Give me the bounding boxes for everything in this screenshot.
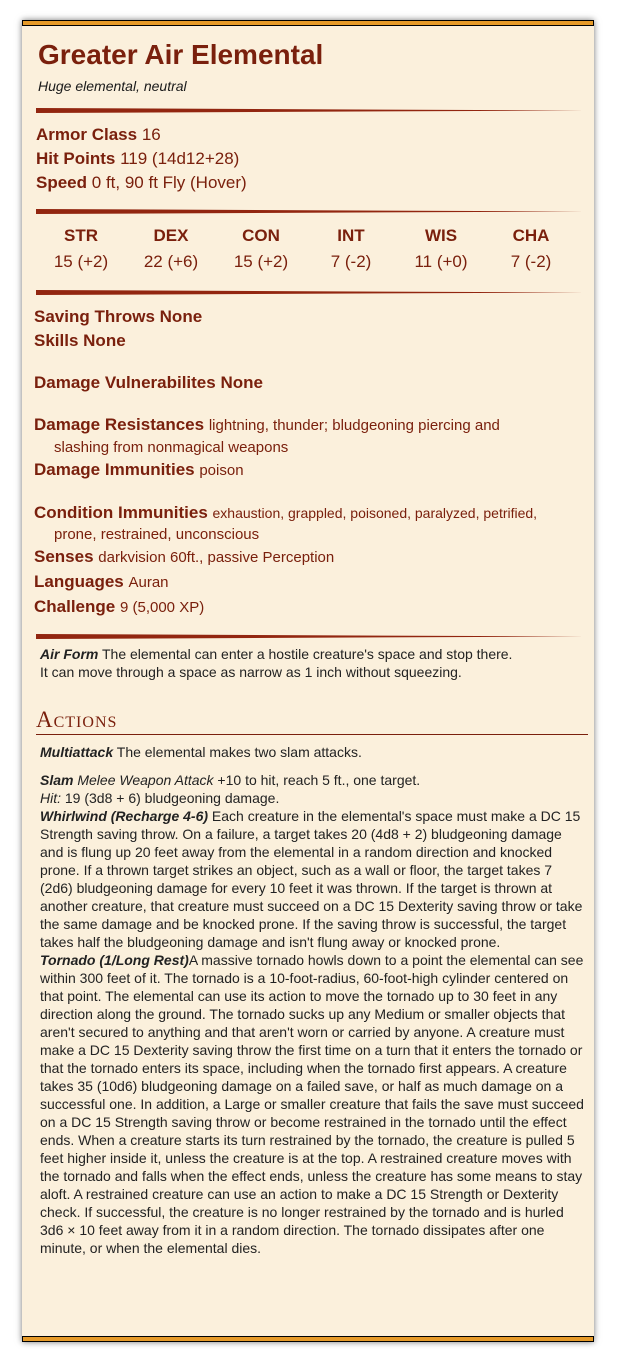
hit-label: Hit:: [40, 790, 61, 806]
ability-scores: [36, 224, 588, 276]
trait-text-line2: It can move through a space as narrow as 1 inch without squeezing.: [40, 664, 462, 680]
speed: [36, 171, 588, 195]
ability-con: [216, 224, 306, 276]
senses: [34, 545, 588, 570]
challenge-value: 9 (5,000 XP): [119, 599, 205, 616]
speed-value: 0 ft, 90 ft Fly (Hover): [91, 173, 247, 192]
ability-int: [306, 224, 396, 276]
ability-name: CON: [242, 226, 280, 245]
top-bar: [22, 20, 594, 26]
saving-throws-label: Saving Throws: [34, 307, 155, 326]
condition-immunities-value: exhaustion, grappled, poisoned, paralyzed, petrified,: [212, 505, 538, 521]
vulnerabilities-label: Damage Vulnerabilites: [34, 373, 216, 392]
resistances-value: lightning, thunder; bludgeoning piercing and: [208, 417, 500, 434]
spacer: [32, 483, 588, 501]
spacer: [32, 395, 588, 413]
ability-name: CHA: [512, 226, 550, 245]
damage-immunities: [34, 458, 588, 483]
hit-points-value: 119 (14d12+28): [120, 149, 240, 168]
armor-class: [36, 123, 588, 147]
ability-str: [36, 224, 126, 276]
languages: [34, 570, 588, 595]
action-multiattack: [40, 743, 588, 761]
armor-class-value: 16: [141, 125, 161, 144]
senses-label: Senses: [34, 547, 94, 566]
condition-immunities-continued: prone, restrained, unconscious: [54, 526, 260, 543]
action-tornado: [40, 951, 588, 1257]
action-name: Whirlwind (Recharge 4-6): [40, 808, 209, 824]
bottom-bar: [22, 1336, 594, 1342]
hit-points-label: Hit Points: [36, 149, 116, 168]
ability-value: 7 (-2): [330, 252, 372, 271]
armor-class-label: Armor Class: [36, 125, 138, 144]
action-whirlwind: [40, 807, 588, 951]
action-text: The elemental makes two slam attacks.: [113, 744, 362, 760]
monster-name: Greater Air Elemental: [38, 39, 324, 70]
action-name: Slam: [40, 772, 74, 788]
ability-dex: [126, 224, 216, 276]
action-text: +10 to hit, reach 5 ft., one target.: [213, 772, 421, 788]
actions-heading: Actions: [36, 707, 588, 735]
skills-value: None: [83, 331, 126, 350]
condition-immunities: [34, 501, 588, 545]
attack-type: Melee Weapon Attack: [73, 772, 214, 788]
action-name: Tornado (1/Long Rest): [40, 952, 189, 968]
skills: [34, 329, 588, 353]
ability-name: INT: [337, 226, 365, 245]
languages-value: Auran: [128, 574, 169, 591]
trait-text: The elemental can enter a hostile creature's space and stop there.: [98, 646, 513, 662]
immunities-value: poison: [199, 462, 244, 479]
condition-immunities-label: Condition Immunities: [34, 503, 208, 522]
resistances-continued: slashing from nonmagical weapons: [54, 439, 289, 456]
speed-label: Speed: [36, 173, 88, 192]
resistances-label: Damage Resistances: [34, 415, 205, 434]
stat-block-content: [32, 30, 588, 1257]
divider: [36, 290, 584, 295]
ability-name: WIS: [424, 226, 458, 245]
action-name: Multiattack: [40, 744, 114, 760]
languages-label: Languages: [34, 572, 124, 591]
ability-name: STR: [64, 226, 98, 245]
ability-value: 15 (+2): [53, 252, 109, 271]
divider: [36, 108, 584, 113]
trait-name: Air Form: [40, 646, 99, 662]
senses-value: darkvision 60ft., passive Perception: [98, 549, 335, 566]
challenge: [34, 595, 588, 620]
ability-wis: [396, 224, 486, 276]
action-text: Each creature in the elemental's space must make a DC 15 Strength saving throw. On a failure, a target takes 20 (4d8 + 2) bludgeoning damage and is flung up 20 feet away from the elemental in a random direction and knocked prone. If a thrown target strikes an object, such as a wall or floor, the target takes 7 (2d6) bludgeoning damage for every 10 feet it was thrown. If the target is thrown at another creature, that creature must succeed on a DC 15 Dexterity saving throw or take the same damage and be knocked prone. If the saving throw is successful, the target takes half the bludgeoning damage and isn't flung away or knocked prone.: [40, 808, 583, 950]
saving-throws: [34, 305, 588, 329]
ability-name: DEX: [153, 226, 189, 245]
ability-cha: [486, 224, 576, 276]
challenge-label: Challenge: [34, 597, 116, 616]
skills-label: Skills: [34, 331, 79, 350]
action-slam: [40, 771, 588, 807]
vulnerabilities-value: None: [220, 373, 263, 392]
monster-subtitle: Huge elemental, neutral: [38, 78, 187, 94]
hit-points: [36, 147, 588, 171]
ability-value: 7 (-2): [510, 252, 552, 271]
divider: [36, 209, 584, 214]
damage-resistances: [34, 413, 588, 458]
saving-throws-value: None: [159, 307, 203, 326]
immunities-label: Damage Immunities: [34, 460, 195, 479]
trait-air-form: [40, 645, 588, 681]
ability-value: 22 (+6): [143, 252, 199, 271]
action-text: A massive tornado howls down to a point the elemental can see within 300 feet of it. The tornado is a 10-foot-radius, 60-foot-high cylinder centered on that point. The elemental can use its action to move the tornado up to 30 feet in any direction along the ground. The tornado sucks up any Medium or smaller objects that aren't secured to anything and that aren't worn or carried by anyone. A creature must make a DC 15 Dexterity saving throw the first time on a turn that it enters the tornado or that the tornado enters its space, including when the tornado first appears. A creature takes 35 (10d6) bludgeoning damage on a failed save, or half as much damage on a successful one. In addition, a Large or smaller creature that fails the save must succeed on a DC 15 Strength saving throw or become restrained in the tornado until the effect ends. When a creature starts its turn restrained by the tornado, the creature is pulled 5 feet higher inside it, unless the creature is at the top. A restrained creature moves with the tornado and falls when the effect ends, unless the creature has some means to stay aloft. A restrained creature can use an action to make a DC 15 Strength or Dexterity check. If successful, the creature is no longer restrained by the tornado and is hurled 3d6 × 10 feet away from it in a random direction. The tornado dissipates after one minute, or when the elemental dies.: [40, 952, 584, 1256]
ability-value: 11 (+0): [414, 252, 468, 271]
spacer: [32, 353, 588, 371]
ability-value: 15 (+2): [233, 252, 289, 271]
stat-block: [22, 20, 594, 1342]
divider: [36, 634, 584, 639]
hit-text: 19 (3d8 + 6) bludgeoning damage.: [61, 790, 280, 806]
damage-vulnerabilities: [34, 371, 588, 395]
